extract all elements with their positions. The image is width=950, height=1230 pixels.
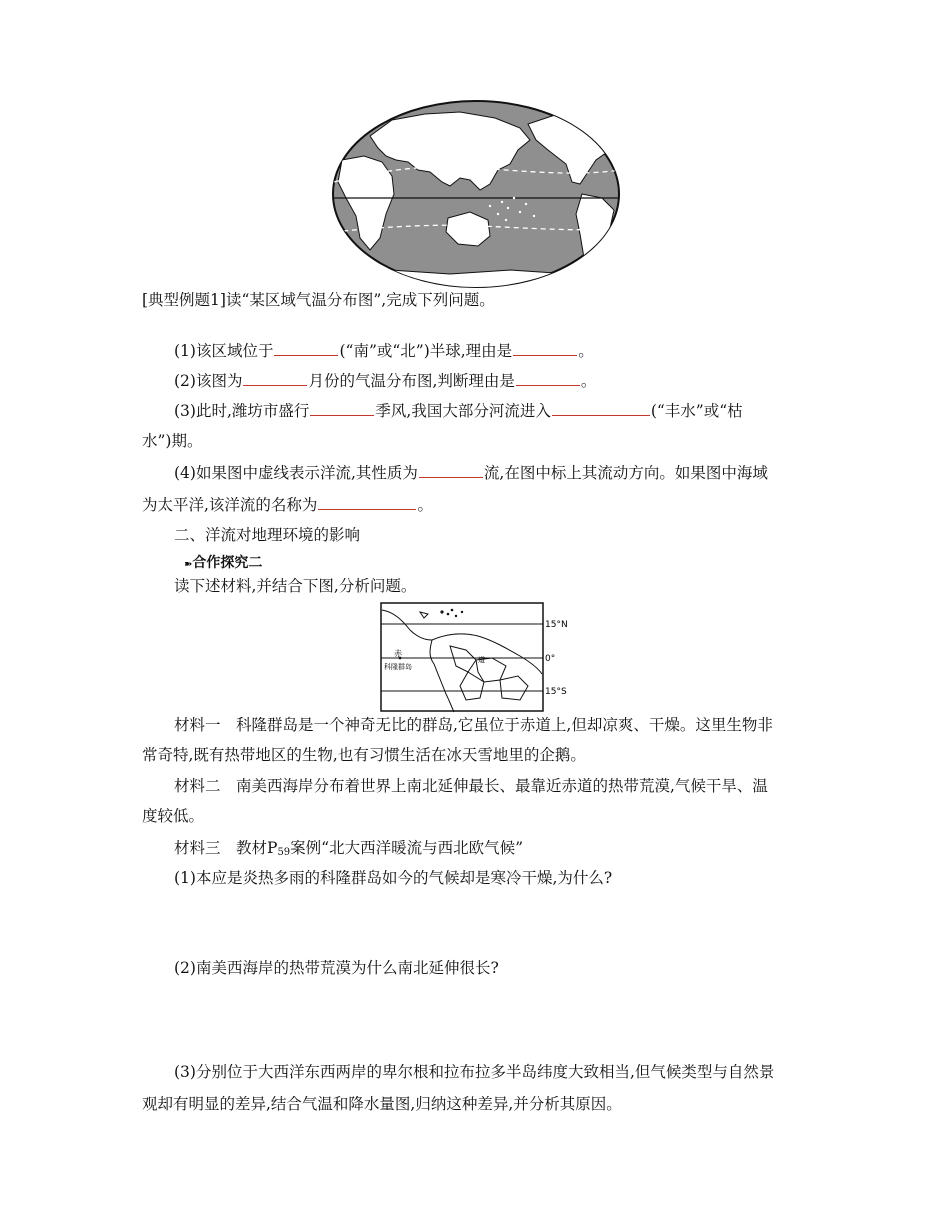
double-arrow-icon: ➽ <box>184 559 193 570</box>
question-3-line-2: 观却有明显的差异,结合气温和降水量图,归纳这种差异,并分析其原因。 <box>142 1095 622 1113</box>
world-temperature-map <box>330 98 622 290</box>
material-2-line-2: 度较低。 <box>142 807 205 825</box>
coop-inquiry-label: ➽合作探究二 <box>184 555 263 571</box>
example-question-3-cont: 水”)期。 <box>142 432 203 450</box>
material-1-line-1: 材料一 科隆群岛是一个神奇无比的群岛,它虽位于赤道上,但却凉爽、干燥。这里生物非 <box>174 716 773 734</box>
material-3: 材料三 教材$P_{59}$案例“北大西洋暖流与西北欧气候” <box>174 839 524 858</box>
question-2: (2)南美西海岸的热带荒漠为什么南北延伸很长? <box>174 959 499 977</box>
material-1-line-2: 常奇特,既有热带地区的生物,也有习惯生活在冰天雪地里的企鹅。 <box>142 746 586 764</box>
question-3-line-1: (3)分别位于大西洋东西两岸的卑尔根和拉布拉多半岛纬度大致相当,但气候类型与自然景 <box>174 1063 775 1081</box>
section-intro: 读下述材料,并结合下图,分析问题。 <box>174 577 417 595</box>
land-antarctica <box>330 270 622 290</box>
south-america-map <box>380 602 580 714</box>
answer-blank[interactable] <box>516 370 580 386</box>
example-title: [典型例题1]读“某区域气温分布图”,完成下列问题。 <box>142 291 495 309</box>
answer-blank[interactable] <box>310 400 374 416</box>
example-question-1: (1)该区域位于 (“南”或“北”)半球,理由是 。 <box>174 342 594 360</box>
label-island: 科隆群岛 <box>384 663 412 671</box>
label-chi: 赤 <box>394 649 402 658</box>
answer-blank[interactable] <box>274 340 338 356</box>
example-question-4-cont: 为太平洋,该洋流的名称为 。 <box>142 496 433 514</box>
example-question-2: (2)该图为 月份的气温分布图,判断理由是 。 <box>174 372 597 390</box>
label-dao: 道 <box>478 656 485 664</box>
latitude-15n: 15°N <box>545 620 568 630</box>
answer-blank[interactable] <box>552 400 650 416</box>
example-question-4: (4)如果图中虚线表示洋流,其性质为 流,在图中标上其流动方向。如果图中海域 <box>174 464 768 482</box>
latitude-0: 0° <box>545 654 556 664</box>
section-heading: 二、洋流对地理环境的影响 <box>174 526 361 544</box>
example-question-3: (3)此时,潍坊市盛行 季风,我国大部分河流进入 (“丰水”或“枯 <box>174 402 743 420</box>
material-2-line-1: 材料二 南美西海岸分布着世界上南北延伸最长、最靠近赤道的热带荒漠,气候干旱、温 <box>174 777 768 795</box>
question-1: (1)本应是炎热多雨的科隆群岛如今的气候却是寒冷干燥,为什么? <box>174 869 613 887</box>
answer-blank[interactable] <box>243 370 307 386</box>
answer-blank[interactable] <box>419 462 483 478</box>
latitude-15s: 15°S <box>545 687 567 697</box>
answer-blank[interactable] <box>318 494 416 510</box>
answer-blank[interactable] <box>513 340 577 356</box>
